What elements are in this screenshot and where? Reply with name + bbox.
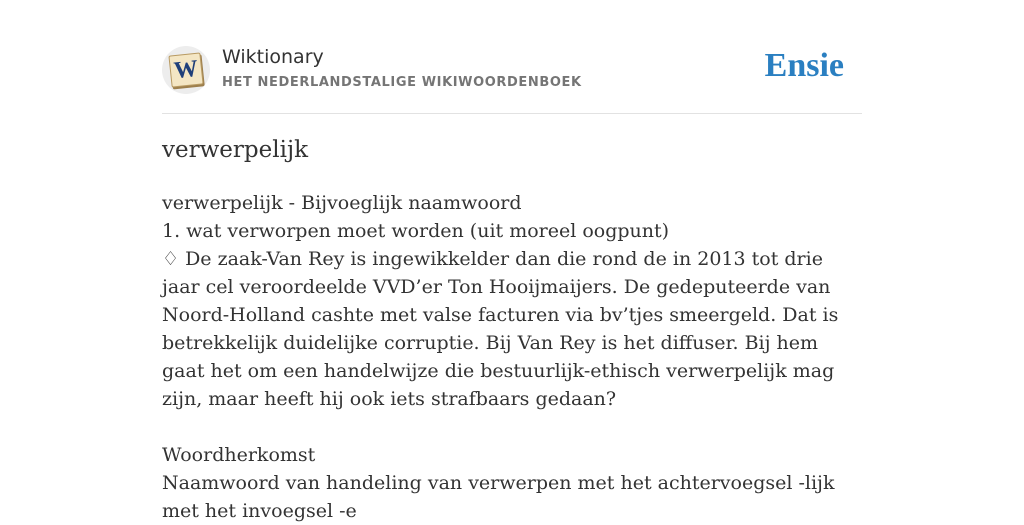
wiktionary-logo-icon[interactable] <box>162 46 210 94</box>
logo-letter: W <box>168 52 203 87</box>
site-name[interactable]: Wiktionary <box>222 46 324 68</box>
entry-example: ♢ De zaak-Van Rey is ingewikkelder dan die rond de in 2013 tot drie jaar cel veroordeelde VVD’er Ton Hooijmaijers. De gedeputeerde van Noord-Holland cashte met valse facturen via bv’tjes smeergeld. Dat is betrekkelijk duidelijke corruptie. Bij Van Rey is het diffuser. Bij hem gaat het om een handelwijze die bestuurlijk-ethisch verwerpelijk mag zijn, maar heeft hij ook iets strafbaars gedaan? <box>162 248 839 410</box>
paragraph-spacer <box>162 413 862 441</box>
site-header <box>162 40 862 112</box>
entry-definition: 1. wat verworpen moet worden (uit moreel oogpunt) <box>162 220 670 242</box>
entry-heading: verwerpelijk - Bijvoeglijk naamwoord <box>162 192 522 214</box>
header-divider <box>162 113 862 114</box>
site-tagline: HET NEDERLANDSTALIGE WIKIWOORDENBOEK <box>222 75 582 90</box>
page-title: verwerpelijk <box>162 137 309 163</box>
ensie-brand-link[interactable]: Ensie <box>764 47 844 84</box>
etymology-text: Naamwoord van handeling van verwerpen met het achtervoegsel -lijk met het invoegsel -e <box>162 472 835 522</box>
etymology-heading: Woordherkomst <box>162 444 316 466</box>
entry-content <box>162 189 862 525</box>
